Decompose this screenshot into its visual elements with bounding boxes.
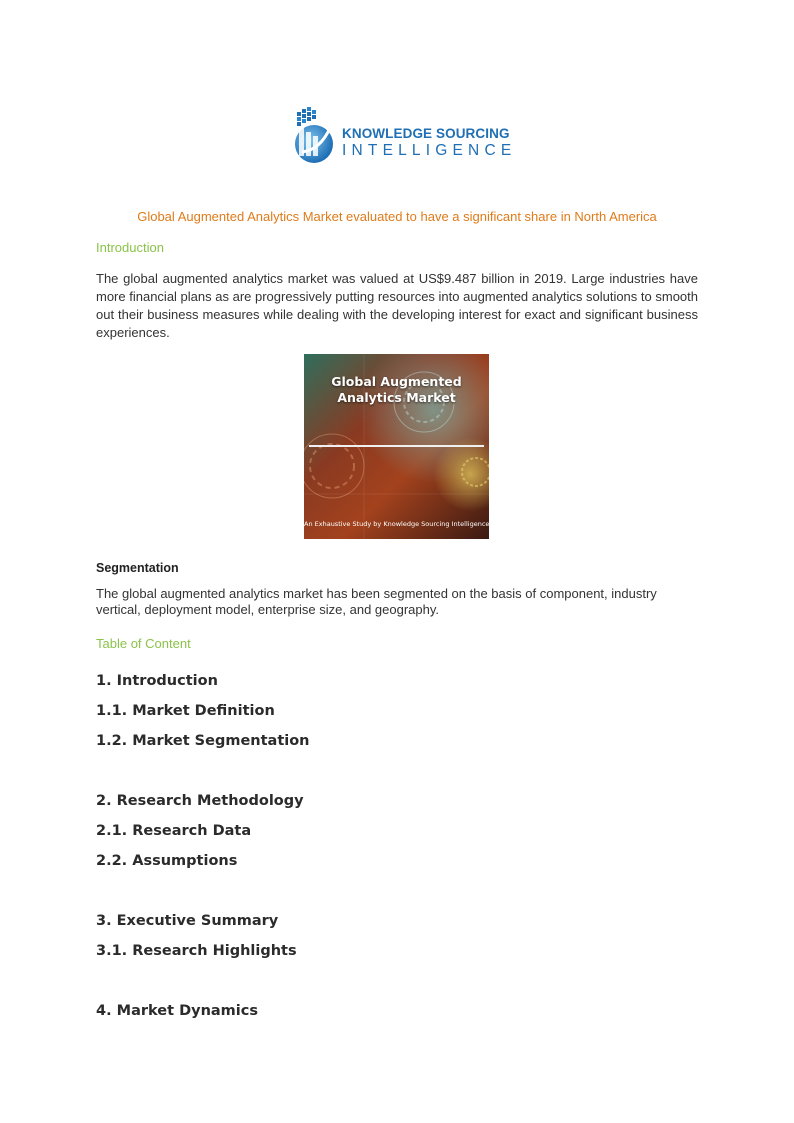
toc-heading: Table of Content <box>96 636 191 651</box>
report-cover-image <box>304 354 489 539</box>
page-headline: Global Augmented Analytics Market evaluated to have a significant share in North America <box>137 209 657 224</box>
segmentation-paragraph <box>96 586 698 618</box>
cover-title: Global Augmented Analytics Market <box>331 374 462 405</box>
toc-item: 3. Executive Summary <box>96 913 279 929</box>
cover-divider <box>309 445 484 447</box>
toc-item: 1.2. Market Segmentation <box>96 733 310 749</box>
toc-item: 2.1. Research Data <box>96 823 252 839</box>
segmentation-heading: Segmentation <box>96 561 179 575</box>
cover-footer: An Exhaustive Study by Knowledge Sourcing Intelligence <box>304 520 489 528</box>
introduction-paragraph: The global augmented analytics market was valued at US$9.487 billion in 2019. Large industries have more financial plans as are progressively putting resources into augmented analytics solutions to smooth out their business measures while dealing with the developing interest for exact and significant business experiences. <box>96 271 698 340</box>
toc-item: 3.1. Research Highlights <box>96 943 297 959</box>
toc-item: 1. Introduction <box>96 673 218 689</box>
company-logo <box>292 106 517 168</box>
toc-item: 2. Research Methodology <box>96 793 304 809</box>
logo-wordmark-bottom: INTELLIGENCE <box>342 142 517 159</box>
introduction-heading: Introduction <box>96 240 164 255</box>
segmentation-line-2: vertical, deployment model, enterprise size, and geography. <box>96 602 440 617</box>
toc-item: 2.2. Assumptions <box>96 853 238 869</box>
logo-wordmark-top: KNOWLEDGE SOURCING <box>342 126 510 141</box>
toc-item: 4. Market Dynamics <box>96 1003 258 1019</box>
segmentation-line-1: The global augmented analytics market has been segmented on the basis of component, industry <box>96 586 657 601</box>
logo-emblem-icon <box>292 106 340 168</box>
toc-item: 1.1. Market Definition <box>96 703 275 719</box>
